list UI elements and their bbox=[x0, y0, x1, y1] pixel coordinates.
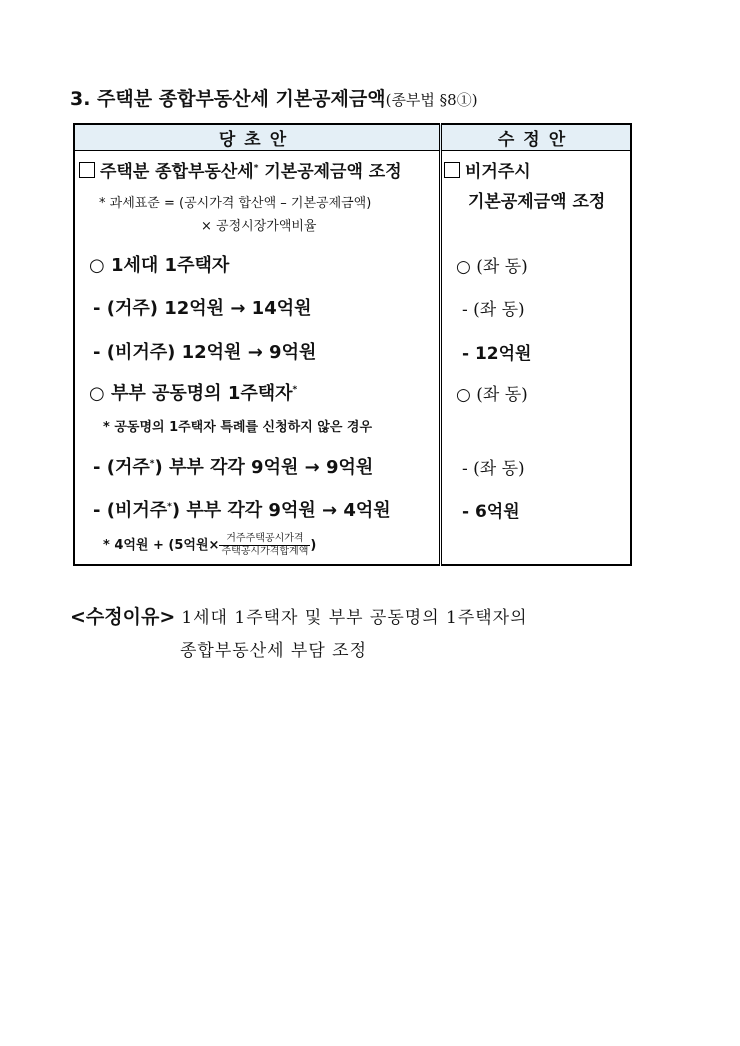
original-item-title: 주택분 종합부동산세* 기본공제금액 조정 bbox=[79, 157, 402, 182]
tax-base-note: * 과세표준 = (공시가격 합산액 – 기본공제금액) bbox=[99, 196, 372, 211]
revision-reason-text: 1세대 1주택자 및 부부 공동명의 1주택자의 bbox=[181, 608, 528, 628]
footnote-mark: * bbox=[167, 502, 172, 512]
revision-reason-label: <수정이유> bbox=[70, 606, 176, 628]
joint-ownership-note: * 공동명의 1주택자 특례를 신청하지 않은 경우 bbox=[103, 420, 373, 435]
formula-fraction: $\frac{\text{거주주택공시가격}}{\text{주택공시가격합계액}}$ bbox=[221, 533, 309, 557]
revised-proposal-cell bbox=[441, 151, 632, 566]
revision-reason bbox=[70, 602, 528, 629]
revised-single-nonresident: - 12억원 bbox=[462, 344, 532, 364]
revised-item-subtitle: 기본공제금액 조정 bbox=[468, 192, 606, 212]
revision-reason-text-continued: 종합부동산세 부담 조정 bbox=[180, 641, 368, 661]
section-title: 3. 주택분 종합부동산세 기본공제금액 bbox=[70, 88, 386, 110]
footnote-mark: * bbox=[292, 385, 298, 395]
revised-single-resident: - (좌 동) bbox=[462, 300, 525, 320]
section-law-reference: (종부법 §8①) bbox=[385, 91, 478, 109]
case-single-resident: - (거주) 12억원 → 14억원 bbox=[93, 298, 312, 319]
header-original-proposal: 당초안 bbox=[74, 124, 441, 151]
revised-joint-ownership: ○ (좌 동) bbox=[456, 385, 528, 405]
case-joint-resident: - (거주*) 부부 각각 9억원 → 9억원 bbox=[93, 457, 374, 478]
comparison-table bbox=[73, 123, 632, 566]
revised-joint-resident: - (좌 동) bbox=[462, 459, 525, 479]
tax-base-note-continued: × 공정시장가액비율 bbox=[201, 219, 317, 234]
header-revised-proposal: 수정안 bbox=[441, 124, 632, 151]
case-joint-nonresident: - (비거주*) 부부 각각 9억원 → 4억원 bbox=[93, 500, 391, 521]
revised-joint-nonresident: - 6억원 bbox=[462, 502, 520, 522]
revised-single-household: ○ (좌 동) bbox=[456, 257, 528, 277]
revised-item-title: 비거주시 bbox=[444, 157, 531, 182]
section-heading bbox=[70, 84, 478, 111]
deduction-formula: * 4억원 + (5억원× $\frac{\text{거주주택공시가격}}{\text{주택공시가격합계액}}$ ) bbox=[103, 533, 317, 557]
checkbox-square-icon bbox=[79, 162, 95, 178]
footnote-mark: * bbox=[253, 163, 259, 174]
case-single-nonresident: - (비거주) 12억원 → 9억원 bbox=[93, 342, 317, 363]
checkbox-square-icon bbox=[444, 162, 460, 178]
original-proposal-cell bbox=[74, 151, 441, 566]
footnote-mark: * bbox=[149, 459, 155, 469]
case-joint-ownership: ○ 부부 공동명의 1주택자* bbox=[89, 383, 298, 404]
case-single-household: ○ 1세대 1주택자 bbox=[89, 255, 230, 276]
